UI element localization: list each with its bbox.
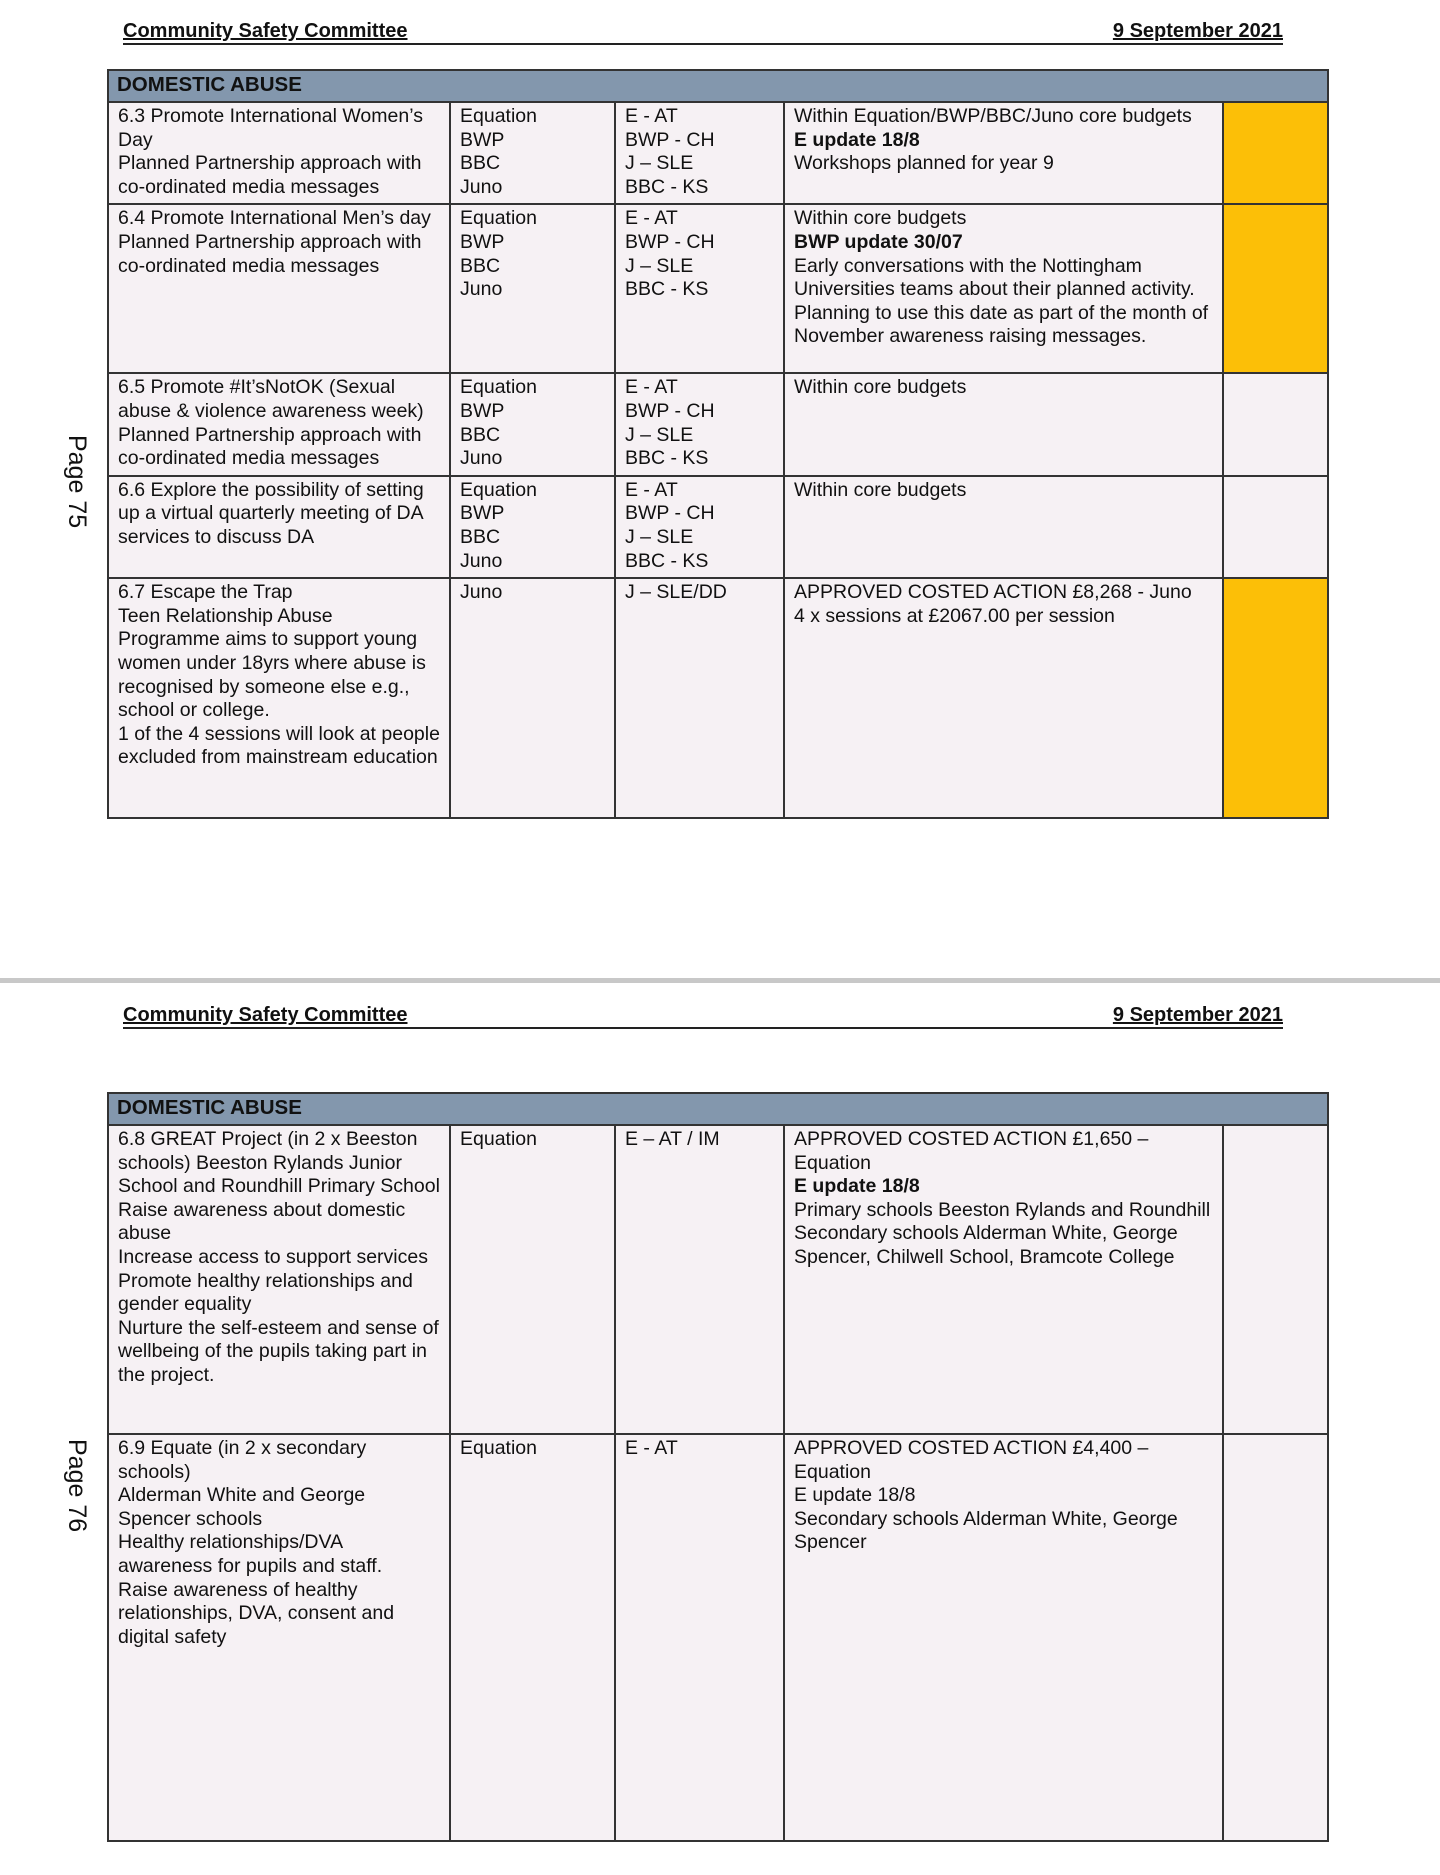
page-number-label: Page 76 — [63, 1439, 91, 1533]
header-title: Community Safety Committee — [123, 20, 408, 42]
header-date: 9 September 2021 — [1112, 1004, 1283, 1026]
cell-text-line: Planned Partnership approach with co-ordinated media messages — [118, 423, 422, 470]
budget-progress-cell — [784, 204, 1223, 373]
rag-status-cell — [1223, 578, 1328, 818]
cell-text-line: BWP - CH — [625, 399, 715, 422]
cell-text-line: Juno — [460, 549, 503, 572]
table-row — [108, 1125, 1328, 1434]
budget-progress-cell — [784, 102, 1223, 204]
cell-text-line: Equation — [460, 1437, 537, 1459]
partners-cell — [450, 102, 615, 204]
partners-cell — [450, 204, 615, 373]
partners-cell — [450, 1125, 615, 1434]
partners-cell — [450, 476, 615, 578]
budget-progress-cell — [784, 1434, 1223, 1841]
cell-text-line: BWP - CH — [625, 230, 715, 253]
document-page-76 — [0, 984, 1440, 1875]
cell-text-line: Within core budgets — [794, 376, 967, 399]
action-cell — [108, 476, 450, 578]
cell-text-line: Equation — [460, 376, 537, 399]
table-row — [108, 102, 1328, 204]
action-cell — [108, 102, 450, 204]
page-number-label: Page 75 — [63, 435, 91, 529]
cell-text-line: J – SLE — [625, 254, 694, 277]
cell-text-line: BBC - KS — [625, 447, 709, 470]
cell-text-line: E update 18/8 — [794, 1175, 920, 1198]
rag-status-cell — [1223, 373, 1328, 475]
rag-status-cell — [1223, 1125, 1328, 1434]
budget-progress-cell — [784, 1125, 1223, 1434]
cell-text-line: Nurture the self-esteem and sense of wellbeing of the pupils taking part in the project. — [118, 1316, 439, 1386]
section-header-row — [108, 70, 1328, 102]
rag-status-cell — [1223, 204, 1328, 373]
cell-text-line: APPROVED COSTED ACTION £4,400 – Equation — [794, 1437, 1149, 1483]
header-rule — [123, 43, 1283, 45]
cell-text-line: 6.4 Promote International Men’s day — [118, 207, 431, 230]
lead-cell — [615, 373, 784, 475]
cell-text-line: Secondary schools Alderman White, George Spencer, Chilwell School, Bramcote College — [794, 1222, 1178, 1268]
cell-text-line: Healthy relationships/DVA awareness for pupils and staff. — [118, 1531, 383, 1577]
cell-text-line: BBC - KS — [625, 278, 709, 301]
cell-text-line: BWP - CH — [625, 128, 715, 151]
budget-progress-cell — [784, 578, 1223, 818]
cell-text-line: BBC — [460, 152, 501, 175]
cell-text-line: Equation — [460, 1128, 537, 1150]
rag-status-cell — [1223, 476, 1328, 578]
cell-text-line: Equation — [460, 207, 537, 230]
budget-progress-cell — [784, 373, 1223, 475]
cell-text-line: Juno — [460, 175, 503, 198]
cell-text-line: 4 x sessions at £2067.00 per session — [794, 604, 1115, 627]
cell-text-line: Within Equation/BWP/BBC/Juno core budgets — [794, 105, 1192, 127]
action-plan-table — [107, 69, 1329, 819]
cell-text-line: BWP — [460, 502, 505, 525]
cell-text-line: BWP — [460, 128, 505, 151]
lead-cell — [615, 204, 784, 373]
cell-text-line: BBC — [460, 525, 501, 548]
cell-text-line: 6.6 Explore the possibility of setting up a virtual quarterly meeting of DA services to discuss DA — [118, 478, 424, 548]
cell-text-line: Teen Relationship Abuse — [118, 604, 333, 627]
cell-text-line: E - AT — [625, 376, 678, 399]
table-row — [108, 373, 1328, 475]
section-title: DOMESTIC ABUSE — [108, 1093, 1328, 1125]
cell-text-line: J – SLE — [625, 423, 694, 446]
cell-text-line: Equation — [460, 105, 537, 127]
cell-text-line: Primary schools Beeston Rylands and Roundhill — [794, 1198, 1211, 1221]
cell-text-line: Increase access to support services — [118, 1245, 428, 1268]
cell-text-line: E – AT / IM — [625, 1128, 720, 1150]
cell-text-line: Programme aims to support young women under 18yrs where abuse is recognised by someone else e.g., school or college. — [118, 628, 426, 722]
cell-text-line: APPROVED COSTED ACTION £1,650 – Equation — [794, 1128, 1149, 1174]
cell-text-line: Within core budgets — [794, 478, 967, 501]
cell-text-line: Planned Partnership approach with co-ordinated media messages — [118, 152, 422, 198]
cell-text-line: Juno — [460, 447, 503, 470]
action-cell — [108, 204, 450, 373]
cell-text-line: Planning to use this date as part of the month of November awareness raising messages. — [794, 301, 1209, 348]
partners-cell — [450, 373, 615, 475]
cell-text-line: E - AT — [625, 478, 678, 501]
cell-text-line: BBC - KS — [625, 549, 709, 572]
cell-text-line: Juno — [460, 278, 503, 301]
cell-text-line: E update 18/8 — [794, 1484, 916, 1507]
header-rule — [123, 1027, 1283, 1029]
lead-cell — [615, 1434, 784, 1841]
cell-text-line: BWP update 30/07 — [794, 230, 963, 253]
cell-text-line: Planned Partnership approach with co-ordinated media messages — [118, 230, 422, 277]
cell-text-line: E update 18/8 — [794, 128, 920, 151]
cell-text-line: BBC — [460, 423, 501, 446]
partners-cell — [450, 578, 615, 818]
rag-status-cell — [1223, 102, 1328, 204]
cell-text-line: J – SLE — [625, 525, 694, 548]
header-title: Community Safety Committee — [123, 1004, 408, 1026]
rag-status-cell — [1223, 1434, 1328, 1841]
cell-text-line: Promote healthy relationships and gender equality — [118, 1269, 413, 1316]
section-title: DOMESTIC ABUSE — [108, 70, 1328, 102]
cell-text-line: Within core budgets — [794, 207, 967, 230]
action-cell — [108, 1125, 450, 1434]
cell-text-line: Raise awareness of healthy relationships, DVA, consent and digital safety — [118, 1578, 395, 1648]
cell-text-line: 6.7 Escape the Trap — [118, 581, 293, 604]
cell-text-line: 6.8 GREAT Project (in 2 x Beeston schools) Beeston Rylands Junior School and Roundhill Primary School — [118, 1128, 440, 1198]
action-cell — [108, 373, 450, 475]
cell-text-line: 6.3 Promote International Women’s Day — [118, 105, 423, 151]
cell-text-line: Raise awareness about domestic abuse — [118, 1198, 406, 1245]
cell-text-line: 1 of the 4 sessions will look at people excluded from mainstream education — [118, 722, 440, 769]
cell-text-line: Alderman White and George Spencer schools — [118, 1484, 366, 1530]
page-divider — [0, 978, 1440, 983]
table-row — [108, 204, 1328, 373]
cell-text-line: APPROVED COSTED ACTION £8,268 - Juno — [794, 581, 1192, 604]
cell-text-line: E - AT — [625, 1437, 678, 1459]
action-plan-table — [107, 1092, 1329, 1842]
lead-cell — [615, 476, 784, 578]
cell-text-line: 6.9 Equate (in 2 x secondary schools) — [118, 1437, 367, 1483]
cell-text-line: J – SLE/DD — [625, 581, 727, 604]
cell-text-line: Workshops planned for year 9 — [794, 152, 1054, 175]
table-row — [108, 578, 1328, 818]
cell-text-line: Secondary schools Alderman White, George Spencer — [794, 1507, 1178, 1554]
lead-cell — [615, 102, 784, 204]
lead-cell — [615, 1125, 784, 1434]
table-row — [108, 1434, 1328, 1841]
partners-cell — [450, 1434, 615, 1841]
budget-progress-cell — [784, 476, 1223, 578]
cell-text-line: Equation — [460, 478, 537, 501]
cell-text-line: BWP — [460, 399, 505, 422]
cell-text-line: Juno — [460, 581, 503, 604]
section-header-row — [108, 1093, 1328, 1125]
cell-text-line: BWP - CH — [625, 502, 715, 525]
lead-cell — [615, 578, 784, 818]
cell-text-line: E - AT — [625, 207, 678, 230]
action-cell — [108, 1434, 450, 1841]
cell-text-line: 6.5 Promote #It’sNotOK (Sexual abuse & violence awareness week) — [118, 376, 424, 422]
cell-text-line: BBC — [460, 254, 501, 277]
cell-text-line: BWP — [460, 230, 505, 253]
header-date: 9 September 2021 — [1112, 20, 1283, 42]
table-row — [108, 476, 1328, 578]
cell-text-line: BBC - KS — [625, 175, 709, 198]
action-cell — [108, 578, 450, 818]
cell-text-line: J – SLE — [625, 152, 694, 175]
cell-text-line: Early conversations with the Nottingham Universities teams about their planned activity. — [794, 254, 1195, 301]
cell-text-line: E - AT — [625, 105, 678, 127]
